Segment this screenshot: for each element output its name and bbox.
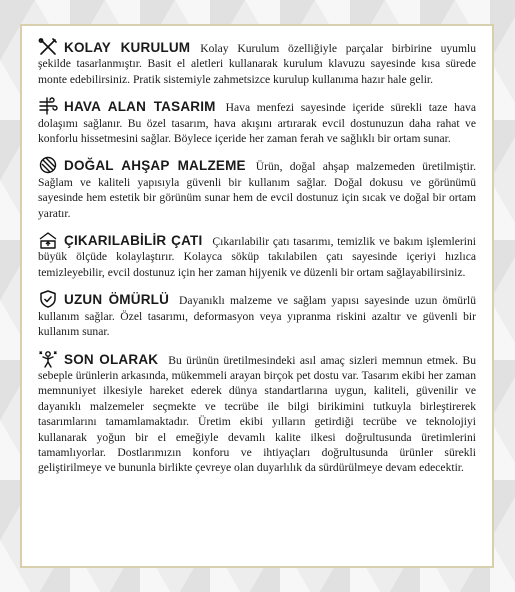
section-title: DOĞAL AHŞAP MALZEME [64,158,246,174]
section-text: Bu ürünün üretilmesindeki asıl amaç sizleri memnun etmek. Bu sebeple ürünlerin arkasında, mükemmeli arayan birçok pet dostu var. Tasarım ekibi her zaman memnuniyet ilkesiyle hareket ederek dünya standartlarına uygun, kaliteli, güvenilir ve dayanıklı malzemeler seçmekte ve tecrübe ile bilgi birikimini tutkuyla birleştirerek tasarımlarını tamamlamaktadır. Üretim ekibi yılların getirdiği tecrübe ve teknolojiyi kullanarak yoğun bir el emeğiyle devamlı kalite ilkesi doğrultusunda üretimlerini tamamlıyorlar. Dostlarımızın konforu ve ihtiyaçları doğrultusunda ürünler sürekli geliştirilmeye ve bununla birlikte çevreye olan duyarlılık da sürdürülmeye devam edecektir. [38,353,476,475]
tools-icon [38,38,58,56]
removable-roof-icon [38,231,58,249]
section-text: Ürün, doğal ahşap malzemeden üretilmiştir. Sağlam ve kaliteli yapısıyla güvenli bir kullanım sağlar. Doğal dokusu ve görünümü sayesinde hem estetik bir görünüm sunar hem de evcil dostunuz için sıcak ve doğal bir ortam yaratır. [38,160,476,220]
section-cikarilabilir-cati [38,231,476,280]
section-title: HAVA ALAN TASARIM [64,99,216,115]
shield-check-icon [38,290,58,308]
section-title: KOLAY KURULUM [64,40,191,55]
section-text: Hava menfezi sayesinde içeride sürekli taze hava dolaşımı sağlanır. Bu özel tasarım, hava akışını artırarak evcil dostunuzun daha rahat ve konforlu hissetmesini sağlar. Böylece içeride her zaman ferah ve sağlıklı bir ortam sunar. [38,101,476,146]
air-vent-icon [38,97,58,115]
section-kolay-kurulum [38,38,476,87]
section-text: Dayanıklı malzeme ve sağlam yapısı sayesinde uzun ömürlü kullanım sağlar. Özel tasarımı, deformasyon veya yıpranma riskini azaltır ve güvenli bir kullanım sunar. [38,294,476,339]
section-uzun-omurlu [38,290,476,339]
section-dogal-ahsap [38,156,476,221]
section-son-olarak [38,350,476,476]
section-title: UZUN ÖMÜRLÜ [64,292,170,308]
section-title: ÇIKARILABİLİR ÇATI [64,233,203,249]
person-stars-icon [38,350,58,368]
section-hava-alan [38,97,476,146]
features-panel [20,24,494,568]
section-text: Çıkarılabilir çatı tasarımı, temizlik ve bakım işlemlerini büyük ölçüde kolaylaştırır. Kolayca söküp takılabilen çatı sayesinde içeriyi hızlıca temizleyebilir, evcil dostunuz için her zaman hijyenik ve düzenli bir ortam sağlayabilirsiniz. [38,235,476,279]
wood-icon [38,156,58,174]
section-title: SON OLARAK [64,351,159,367]
section-text: Kolay Kurulum özelliğiyle parçalar birbirine uyumlu şekilde tasarlanmıştır. Basit el aletleri kullanarak kurulum klavuzu sayesinde kısa sürede monte edebilirsiniz. Pratik sistemiyle zahmetsizce kurulup kullanıma hazır hale gelir. [38,42,476,86]
